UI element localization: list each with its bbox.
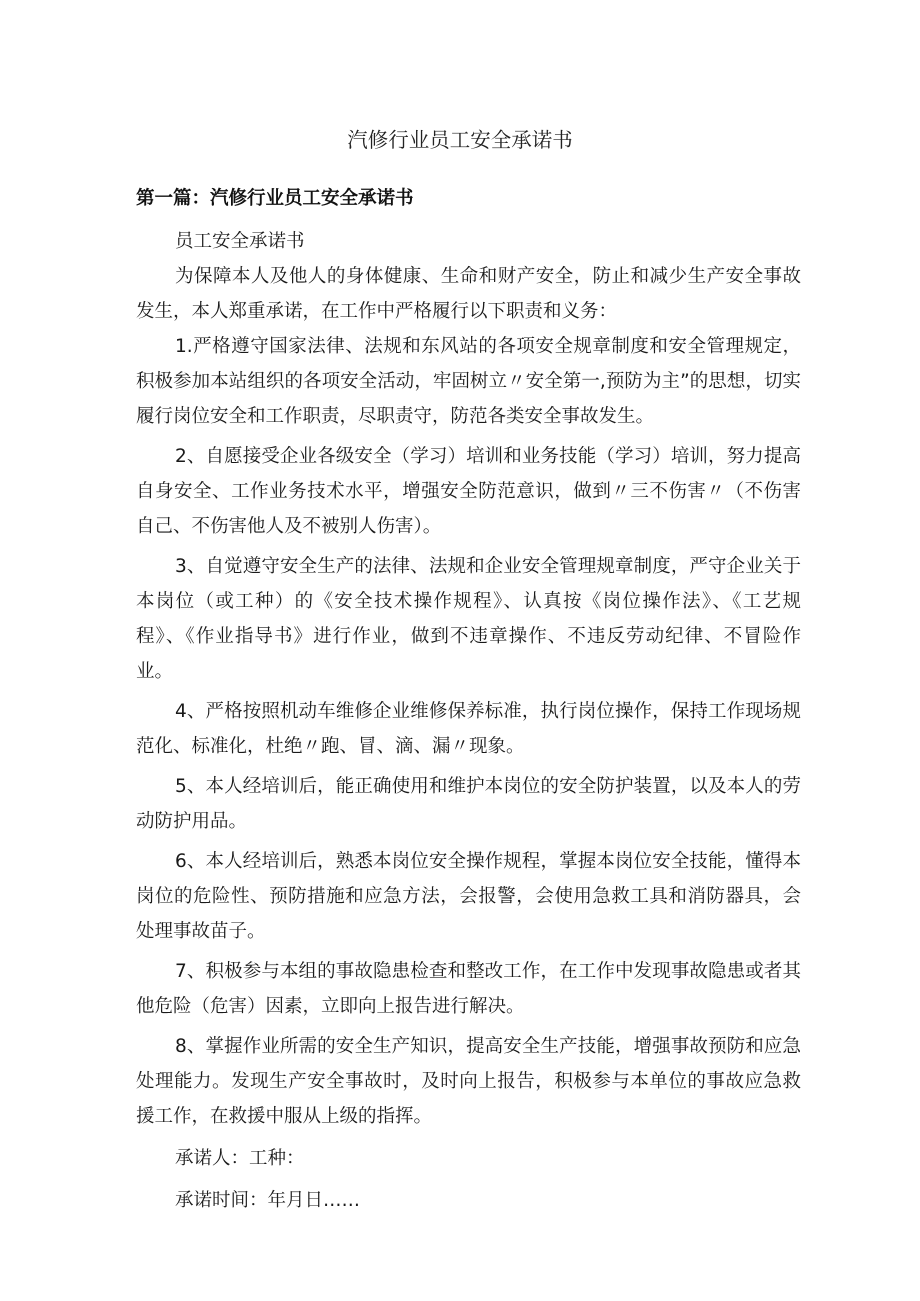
clause-6: 6、本人经培训后，熟悉本岗位安全操作规程，掌握本岗位安全技能，懂得本岗位的危险性、预防措施和应急方法，会报警，会使用急救工具和消防器具，会处理事故苗子。 — [136, 851, 801, 942]
subtitle: 员工安全承诺书 — [175, 231, 305, 252]
intro-paragraph: 为保障本人及他人的身体健康、生命和财产安全，防止和减少生产安全事故发生，本人郑重承诺，在工作中严格履行以下职责和义务： — [136, 266, 801, 322]
clause-4: 4、严格按照机动车维修企业维修保养标准，执行岗位操作，保持工作现场规范化、标准化，杜绝〃跑、冒、滴、漏〃现象。 — [136, 701, 801, 757]
clause-7: 7、积极参与本组的事故隐患检查和整改工作，在工作中发现事故隐患或者其他危险（危害）因素，立即向上报告进行解决。 — [136, 961, 801, 1017]
clause-8: 8、掌握作业所需的安全生产知识，提高安全生产技能，增强事故预防和应急处理能力。发现生产安全事故时，及时向上报告，积极参与本单位的事故应急救援工作，在救援中服从上级的指挥。 — [136, 1036, 801, 1127]
clause-2: 2、自愿接受企业各级安全（学习）培训和业务技能（学习）培训，努力提高自身安全、工作业务技术水平，增强安全防范意识，做到〃三不伤害〃（不伤害自己、不伤害他人及不被别人伤害）。 — [136, 446, 801, 537]
signer-line: 承诺人：工种： — [175, 1148, 305, 1169]
document-title: 汽修行业员工安全承诺书 — [347, 128, 573, 152]
clause-3: 3、自觉遵守安全生产的法律、法规和企业安全管理规章制度，严守企业关于本岗位（或工种）的《安全技术操作规程》、认真按《岗位操作法》、《工艺规程》、《作业指导书》进行作业，做到不违章操作、不违反劳动纪律、不冒险作业。 — [136, 556, 801, 682]
clause-5: 5、本人经培训后，能正确使用和维护本岗位的安全防护装置，以及本人的劳动防护用品。 — [136, 776, 801, 832]
date-line: 承诺时间：年月日…… — [175, 1190, 361, 1211]
clause-1: 1.严格遵守国家法律、法规和东风站的各项安全规章制度和安全管理规定，积极参加本站组织的各项安全活动，牢固树立〃安全第一,预防为主”的思想，切实履行岗位安全和工作职责，尽职责守，防范各类安全事故发生。 — [136, 336, 801, 427]
document-body — [136, 224, 801, 1218]
chapter-heading: 第一篇：汽修行业员工安全承诺书 — [136, 188, 414, 209]
